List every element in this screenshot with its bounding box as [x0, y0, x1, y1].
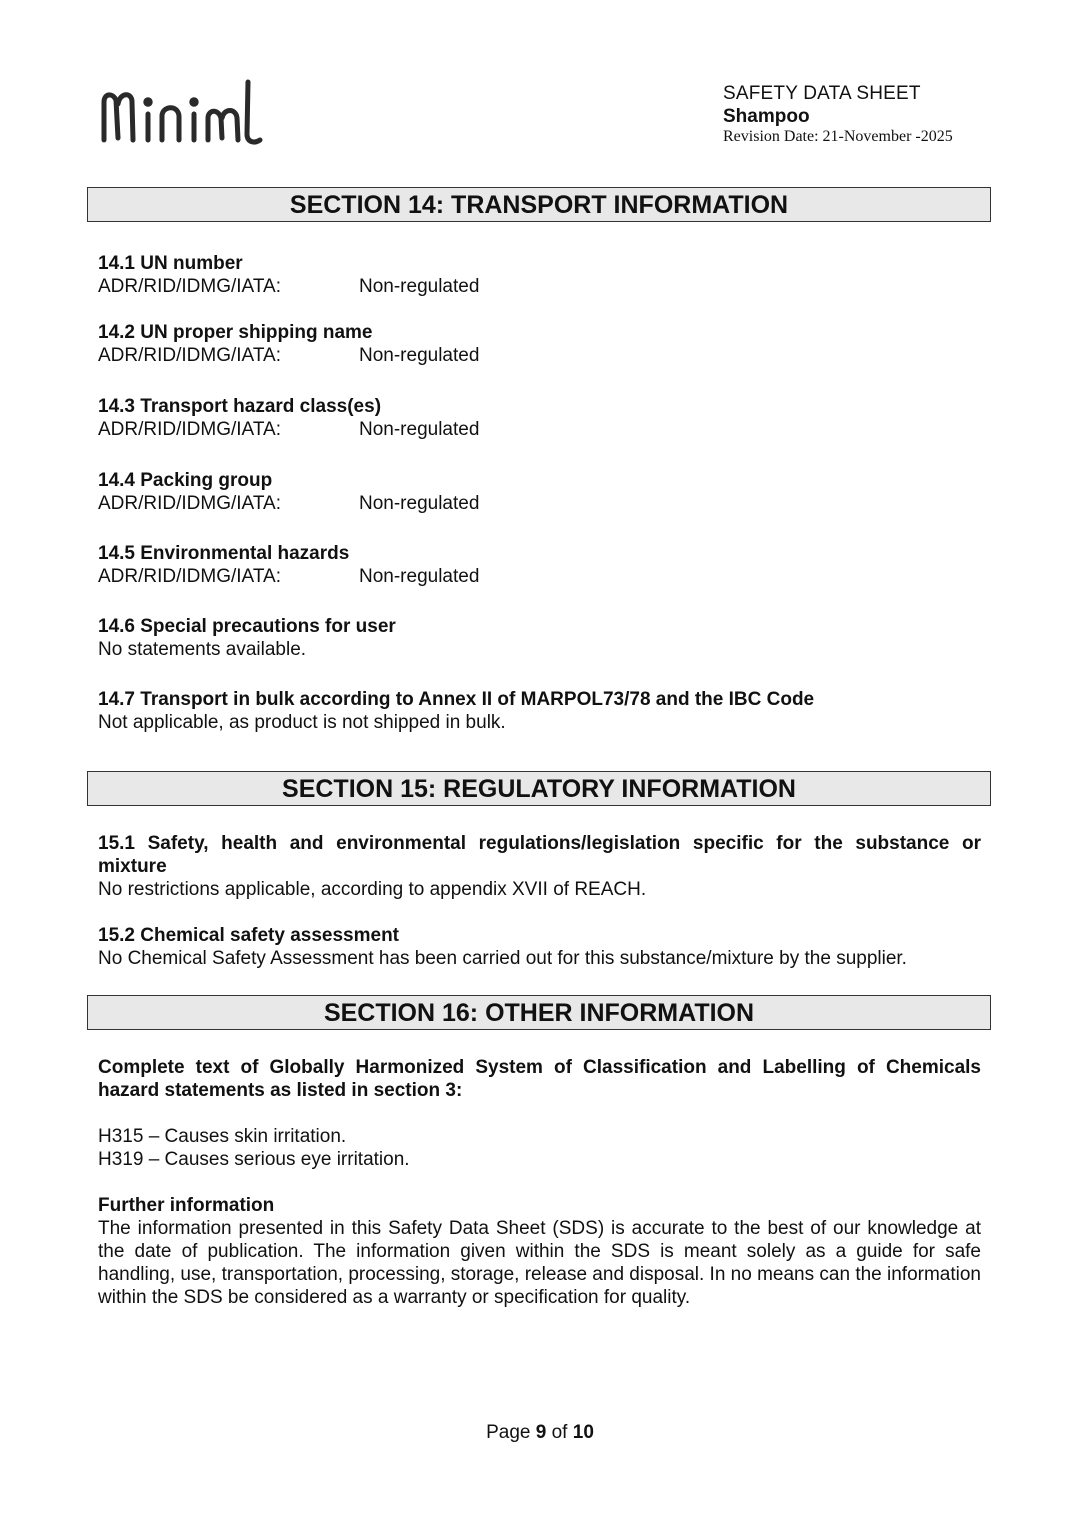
section-16-content	[98, 1056, 981, 1309]
item-heading: 14.3 Transport hazard class(es)	[98, 396, 382, 417]
page-total: 10	[572, 1422, 594, 1443]
item-label: ADR/RID/IDMG/IATA:	[98, 419, 281, 440]
bulk-transport	[98, 688, 981, 734]
special-precautions	[98, 615, 981, 661]
transport-item	[98, 542, 981, 588]
page-number	[0, 1422, 1080, 1444]
item-label: ADR/RID/IDMG/IATA:	[98, 345, 281, 366]
page-current: 9	[535, 1422, 547, 1443]
product-name: Shampoo	[723, 106, 810, 127]
section-15-title: SECTION 15: REGULATORY INFORMATION	[87, 771, 991, 806]
transport-item	[98, 395, 981, 441]
assessment-text: No Chemical Safety Assessment has been carried out for this substance/mixture by the supplier.	[98, 948, 907, 969]
further-info-heading: Further information	[98, 1195, 275, 1216]
item-heading: 14.5 Environmental hazards	[98, 543, 350, 564]
transport-item	[98, 469, 981, 515]
page-of: of	[551, 1422, 568, 1443]
item-value: Non-regulated	[359, 419, 480, 440]
item-value: Non-regulated	[359, 345, 480, 366]
regulations-heading: 15.1 Safety, health and environmental regulations/legislation specific for the substance or mixture	[98, 833, 981, 877]
section-14-content	[98, 252, 981, 734]
item-value: Non-regulated	[359, 493, 480, 514]
item-label: ADR/RID/IDMG/IATA:	[98, 493, 281, 514]
bulk-transport-text: Not applicable, as product is not shipped in bulk.	[98, 712, 506, 733]
transport-item	[98, 321, 981, 367]
ghs-heading: Complete text of Globally Harmonized System of Classification and Labelling of Chemicals hazard statements as listed in section 3:	[98, 1057, 981, 1101]
hazard-statement: H319 – Causes serious eye irritation.	[98, 1149, 410, 1170]
item-value: Non-regulated	[359, 276, 480, 297]
section-15-content	[98, 832, 981, 970]
section-16-title: SECTION 16: OTHER INFORMATION	[87, 995, 991, 1030]
item-label: ADR/RID/IDMG/IATA:	[98, 276, 281, 297]
document-type: SAFETY DATA SHEET	[723, 83, 921, 104]
special-precautions-text: No statements available.	[98, 639, 307, 660]
item-heading: 14.4 Packing group	[98, 470, 273, 491]
revision-date: Revision Date: 21-November -2025	[723, 128, 953, 145]
document-header	[723, 82, 953, 146]
special-precautions-heading: 14.6 Special precautions for user	[98, 616, 396, 637]
assessment-heading: 15.2 Chemical safety assessment	[98, 925, 400, 946]
further-info-text: The information presented in this Safety Data Sheet (SDS) is accurate to the best of our knowledge at the date of publication. The information given within the SDS is meant solely as a guide for safe handling, use, transportation, processing, storage, release and disposal. In no means can the information within the SDS be considered as a warranty or specification for quality.	[98, 1218, 981, 1308]
page-prefix: Page	[486, 1422, 531, 1443]
item-heading: 14.2 UN proper shipping name	[98, 322, 373, 343]
bulk-transport-heading: 14.7 Transport in bulk according to Annex II of MARPOL73/78 and the IBC Code	[98, 689, 815, 710]
regulations-text: No restrictions applicable, according to appendix XVII of REACH.	[98, 879, 647, 900]
transport-item	[98, 252, 981, 298]
section-14-title: SECTION 14: TRANSPORT INFORMATION	[87, 187, 991, 222]
item-value: Non-regulated	[359, 566, 480, 587]
miniml-logo	[98, 74, 268, 154]
item-label: ADR/RID/IDMG/IATA:	[98, 566, 281, 587]
item-heading: 14.1 UN number	[98, 253, 243, 274]
hazard-statement: H315 – Causes skin irritation.	[98, 1126, 347, 1147]
